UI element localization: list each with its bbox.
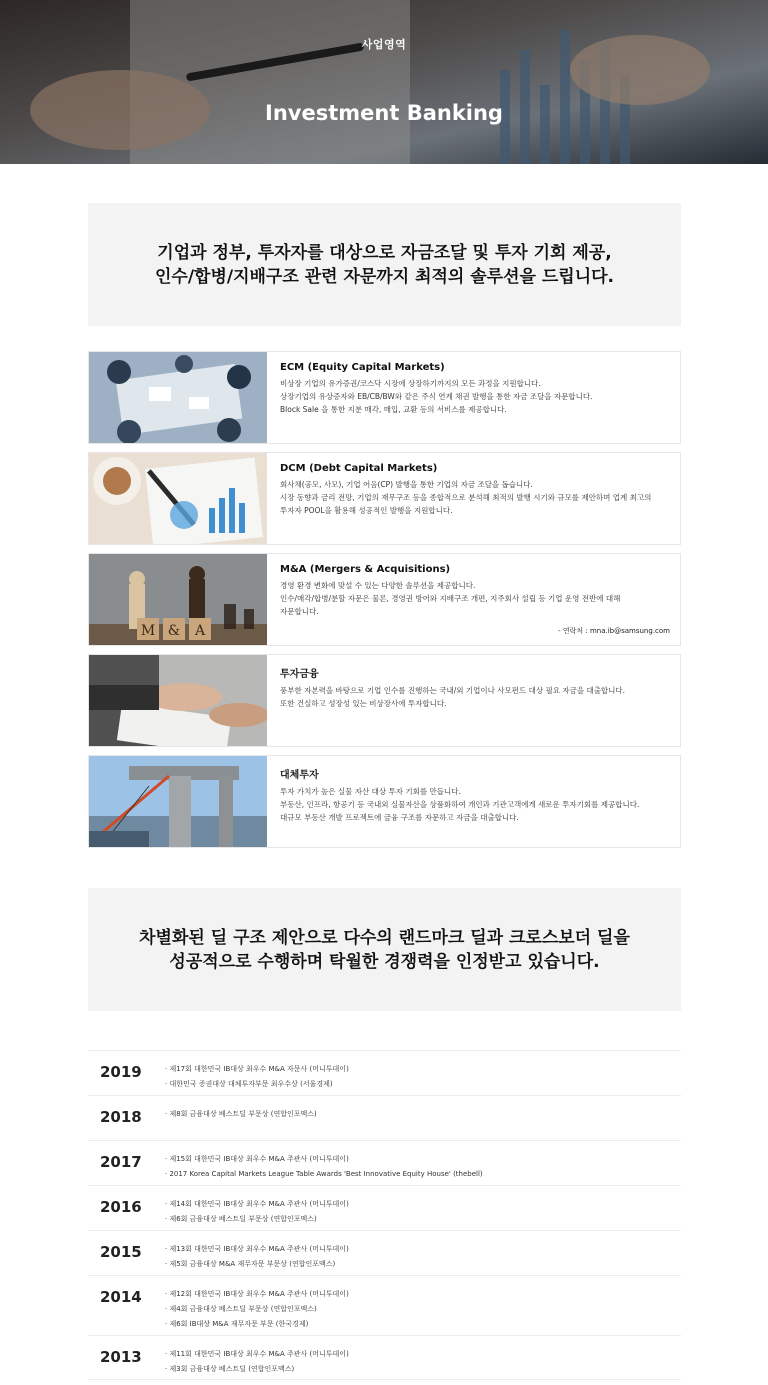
award-item: · 제5회 금융대상 M&A 재무자문 부문상 (연합인포맥스): [165, 1260, 336, 1268]
award-year: 2013: [100, 1348, 142, 1366]
chess-mna-image: [89, 554, 267, 645]
award-row: [88, 1095, 681, 1140]
award-item: · 제15회 대한민국 IB대상 최우수 M&A 주관사 (머니투데이): [165, 1155, 349, 1163]
award-row: [88, 1140, 681, 1185]
service-desc-line: 경영 환경 변화에 맞설 수 있는 다양한 솔루션을 제공합니다.: [280, 581, 476, 590]
service-desc-line: Block Sale 을 통한 지분 매각, 매입, 교환 등의 서비스를 제공합니다.: [280, 405, 507, 414]
service-title: ECM (Equity Capital Markets): [280, 362, 445, 373]
award-item: · 2017 Korea Capital Markets League Table Awards 'Best Innovative Equity House' (thebell): [165, 1170, 483, 1178]
achievement-box: [88, 888, 681, 1011]
service-card-alternative-investment: [88, 755, 681, 848]
award-item: · 제17회 대한민국 IB대상 최우수 M&A 자문사 (머니투데이): [165, 1065, 349, 1073]
award-item: · 제11회 대한민국 IB대상 최우수 M&A 주관사 (머니투데이): [165, 1350, 349, 1358]
financial-charts-image: [89, 453, 267, 544]
award-item: · 제6회 금융대상 베스트딜 부문상 (연합인포맥스): [165, 1215, 317, 1223]
award-year: 2014: [100, 1288, 142, 1306]
award-year: 2019: [100, 1063, 142, 1081]
service-desc-line: 자문합니다.: [280, 607, 319, 616]
award-year: 2018: [100, 1108, 142, 1126]
intro-line-2: 인수/합병/지배구조 관련 자문까지 최적의 솔루션을 드립니다.: [154, 266, 615, 287]
intro-box: [88, 203, 681, 326]
page-title: Investment Banking: [265, 101, 503, 125]
award-item: · 제14회 대한민국 IB대상 최우수 M&A 주관사 (머니투데이): [165, 1200, 349, 1208]
service-desc-line: 비상장 기업의 유가증권/코스닥 시장에 상장하기까지의 모든 과정을 지원합니다.: [280, 379, 541, 388]
service-title: M&A (Mergers & Acquisitions): [280, 564, 451, 575]
service-desc-line: 인수/매각/합병/분할 자문은 물론, 경영권 방어와 지배구조 개편, 지주회사 설립 등 기업 운영 전반에 대해: [280, 594, 621, 603]
award-item: · 제6회 IB대상 M&A 재무자문 부문 (한국경제): [165, 1320, 309, 1328]
contact-email[interactable]: - 연락처 : mna.ib@samsung.com: [558, 627, 670, 635]
service-desc-line: 풍부한 자본력을 바탕으로 기업 인수를 진행하는 국내/외 기업이나 사모펀드 대상 필요 자금을 대출합니다.: [280, 686, 626, 695]
award-item: · 대한민국 증권대상 대체투자부문 최우수상 (서울경제): [165, 1080, 333, 1088]
award-row: [88, 1275, 681, 1335]
award-item: · 제3회 금융대상 베스트딜 (연합인포맥스): [165, 1365, 295, 1373]
achievement-line-2: 성공적으로 수행하며 탁월한 경쟁력을 인정받고 있습니다.: [169, 951, 600, 972]
hero-banner: [0, 0, 768, 164]
service-card-investment-finance: [88, 654, 681, 747]
service-title: 투자금융: [280, 669, 319, 680]
award-row: [88, 1230, 681, 1275]
award-year: 2016: [100, 1198, 142, 1216]
service-desc-line: 상장기업의 유상증자와 EB/CB/BW와 같은 주식 연계 채권 발행을 통한 자금 조달을 자문합니다.: [280, 392, 593, 401]
intro-line-1: 기업과 정부, 투자자를 대상으로 자금조달 및 투자 기회 제공,: [157, 242, 612, 263]
chess-block-letter: M: [140, 623, 156, 639]
award-row: [88, 1050, 681, 1095]
award-row: [88, 1185, 681, 1230]
service-title: 대체투자: [280, 770, 319, 781]
bridge-construction-image: [89, 756, 267, 847]
service-card-dcm: [88, 452, 681, 545]
chess-block-letter: &: [167, 623, 181, 639]
chess-block-letter: A: [194, 623, 206, 639]
hero-subtitle: 사업영역: [361, 38, 407, 51]
service-desc-line: 시장 동향과 금리 전망, 기업의 재무구조 등을 종합적으로 분석해 최적의 발행 시기와 규모를 제안하며 업계 최고의: [280, 493, 652, 502]
service-desc-line: 또한 건실하고 성장성 있는 비상장사에 투자합니다.: [280, 699, 447, 708]
award-item: · 제12회 대한민국 IB대상 최우수 M&A 주관사 (머니투데이): [165, 1290, 349, 1298]
award-year: 2017: [100, 1153, 142, 1171]
service-card-ecm: [88, 351, 681, 444]
award-item: · 제4회 금융대상 베스트딜 부문상 (연합인포맥스): [165, 1305, 317, 1313]
service-desc-line: 투자 가치가 높은 실물 자산 대상 투자 기회를 만듭니다.: [280, 787, 461, 796]
achievement-line-1: 차별화된 딜 구조 제안으로 다수의 랜드마크 딜과 크로스보더 딜을: [139, 927, 630, 948]
service-card-mna: [88, 553, 681, 646]
award-year: 2015: [100, 1243, 142, 1261]
service-desc-line: 회사채(공모, 사모), 기업 어음(CP) 발행을 통한 기업의 자금 조달을 돕습니다.: [280, 480, 533, 489]
service-desc-line: 부동산, 인프라, 항공기 등 국내외 실물자산을 상품화하여 개인과 기관고객에게 새로운 투자기회를 제공합니다.: [280, 800, 640, 809]
service-desc-line: 대규모 부동산 개발 프로젝트에 금융 구조를 자문하고 자금을 대출합니다.: [280, 813, 519, 822]
award-row: [88, 1335, 681, 1380]
handshake-image: [89, 655, 267, 746]
service-title: DCM (Debt Capital Markets): [280, 463, 438, 474]
award-item: · 제13회 대한민국 IB대상 최우수 M&A 주관사 (머니투데이): [165, 1245, 349, 1253]
award-item: · 제8회 금융대상 베스트딜 부문상 (연합인포맥스): [165, 1110, 317, 1118]
service-desc-line: 투자자 POOL을 활용해 성공적인 발행을 지원합니다.: [280, 506, 453, 515]
business-meeting-image: [89, 352, 267, 443]
awards-list: [88, 1050, 681, 1380]
